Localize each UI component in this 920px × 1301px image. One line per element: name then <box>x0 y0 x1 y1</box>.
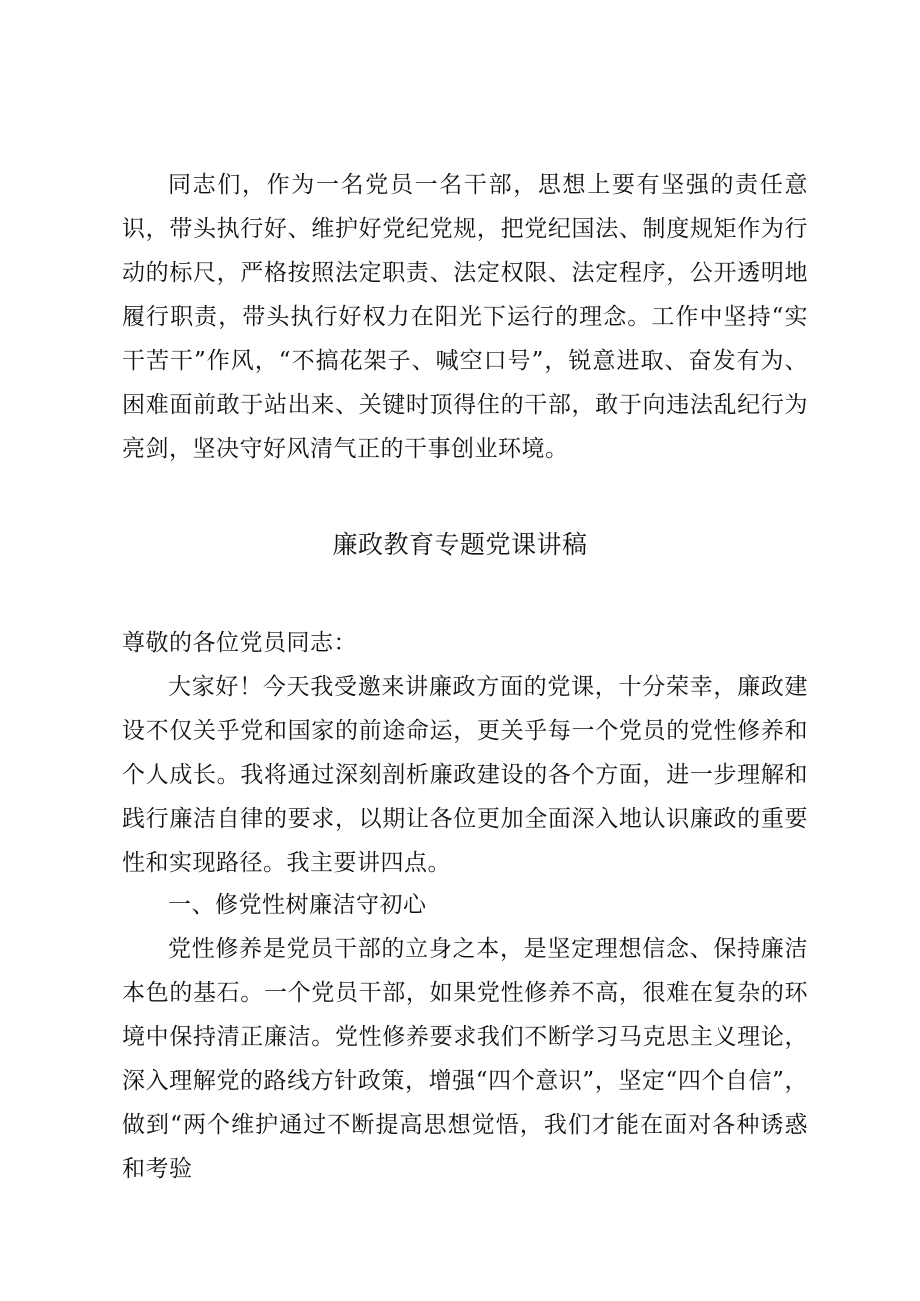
section-one-paragraph: 党性修养是党员干部的立身之本，是坚定理想信念、保持廉洁本色的基石。一个党员干部，如果党性修养不高，很难在复杂的环境中保持清正廉洁。党性修养要求我们不断学习马克思主义理论，深入理解党的路线方针政策，增强“四个意识”，坚定“四个自信”，做到“两个维护通过不断提高思想觉悟，我们才能在面对各种诱惑和考验 <box>122 936 808 1182</box>
opening-paragraph: 大家好！今天我受邀来讲廉政方面的党课，十分荣幸，廉政建设不仅关乎党和国家的前途命运，更关乎每一个党员的党性修养和个人成长。我将通过深刻剖析廉政建设的各个方面，进一步理解和践行廉洁自律的要求，以期让各位更加全面深入地认识廉政的重要性和实现路径。我主要讲四点。 <box>122 674 808 876</box>
salutation: 尊敬的各位党员同志： <box>122 630 357 656</box>
section-heading-one: 一、修党性树廉洁守初心 <box>168 892 427 918</box>
intro-paragraph: 同志们，作为一名党员一名干部，思想上要有坚强的责任意识，带头执行好、维护好党纪党规，把党纪国法、制度规矩作为行动的标尺，严格按照法定职责、法定权限、法定程序，公开透明地履行职责，带头执行好权力在阳光下运行的理念。工作中坚持“实干苦干”作风，“不搞花架子、喊空口号”，锐意进取、奋发有为、困难面前敢于站出来、关键时顶得住的干部，敢于向违法乱纪行为亮剑，坚决守好风清气正的干事创业环境。 <box>122 172 808 462</box>
document-title: 廉政教育专题党课讲稿 <box>332 530 588 559</box>
